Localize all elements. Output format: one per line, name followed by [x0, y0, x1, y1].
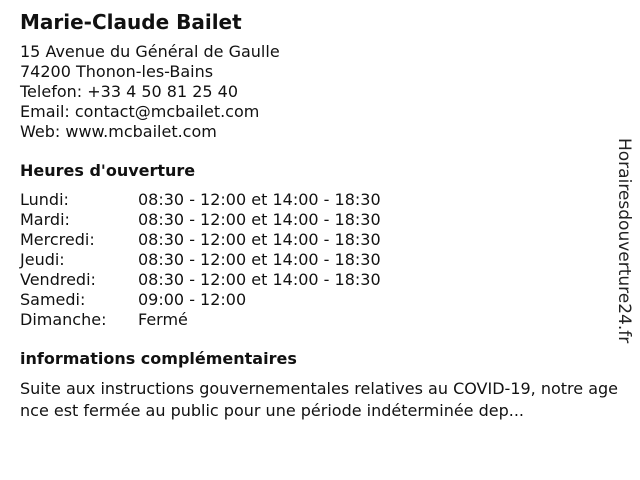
time-value: 08:30 - 12:00 et 14:00 - 18:30 [138, 270, 381, 289]
address-line-1: 15 Avenue du Général de Gaulle [20, 42, 280, 61]
day-label: Vendredi: [20, 270, 96, 289]
day-label: Jeudi: [20, 250, 65, 269]
day-label: Dimanche: [20, 310, 107, 329]
hours-row-wednesday [20, 230, 620, 250]
email-address: Email: contact@mcbailet.com [20, 102, 260, 121]
additional-info-text: Suite aux instructions gouvernementales relatives au COVID-19, notre agence est fermée au public pour une période indéterminée dep... [20, 379, 619, 420]
time-value: 08:30 - 12:00 et 14:00 - 18:30 [138, 250, 381, 269]
hours-row-monday [20, 190, 620, 210]
business-card [20, 8, 620, 422]
address-line-2: 74200 Thonon-les-Bains [20, 62, 214, 81]
time-value: 08:30 - 12:00 et 14:00 - 18:30 [138, 190, 381, 209]
day-label: Mardi: [20, 210, 70, 229]
business-name: Marie-Claude Bailet [20, 10, 242, 34]
hours-row-friday [20, 270, 620, 290]
site-watermark: Horairesdouverture24.fr [614, 138, 634, 344]
hours-row-sunday [20, 310, 620, 330]
phone-number: Telefon: +33 4 50 81 25 40 [20, 82, 239, 101]
day-label: Mercredi: [20, 230, 95, 249]
time-value: Fermé [138, 310, 188, 329]
hours-row-saturday [20, 290, 620, 310]
opening-hours-table [20, 190, 620, 330]
time-value: 09:00 - 12:00 [138, 290, 247, 309]
website: Web: www.mcbailet.com [20, 122, 217, 141]
time-value: 08:30 - 12:00 et 14:00 - 18:30 [138, 210, 381, 229]
day-label: Lundi: [20, 190, 69, 209]
opening-hours-heading: Heures d'ouverture [20, 161, 196, 180]
hours-row-thursday [20, 250, 620, 270]
additional-info-heading: informations complémentaires [20, 349, 297, 368]
day-label: Samedi: [20, 290, 86, 309]
time-value: 08:30 - 12:00 et 14:00 - 18:30 [138, 230, 381, 249]
hours-row-tuesday [20, 210, 620, 230]
